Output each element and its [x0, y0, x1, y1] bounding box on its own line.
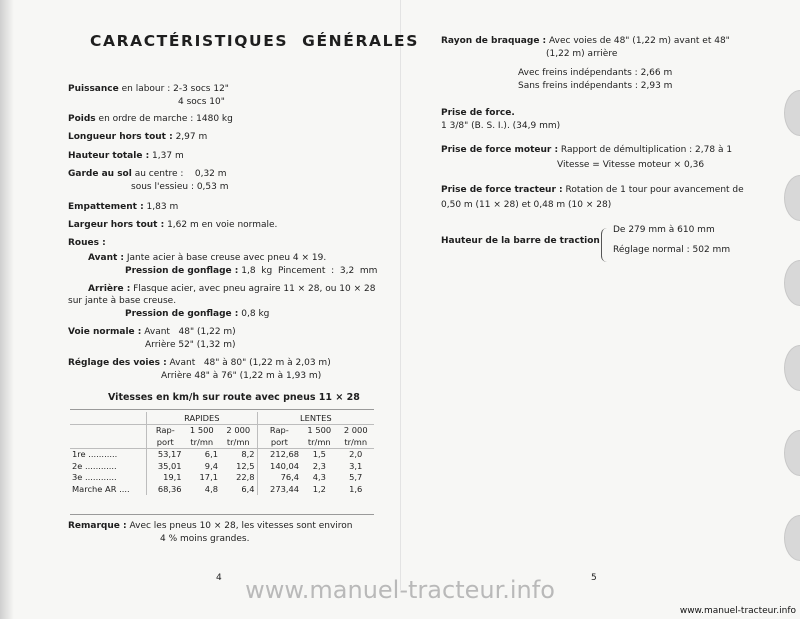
cell: 8,2: [220, 448, 257, 460]
table-group-header: [70, 412, 374, 424]
cell: 53,17: [147, 448, 184, 460]
spec-puissance-2: 4 socs 10": [178, 97, 225, 107]
cell: 22,8: [236, 472, 255, 483]
binding-hole: [784, 90, 800, 136]
title-part-1: CARACTÉRISTIQUES: [90, 32, 289, 50]
spec-garde: Garde au sol au centre : 0,32 m: [68, 169, 227, 179]
page-gutter: [400, 0, 401, 590]
spec-reglage: Réglage des voies : Avant 48" à 80" (1,22 m à 2,03 m): [68, 358, 331, 368]
table-col-header-2: [70, 436, 374, 448]
gear-label: Marche AR ....: [72, 483, 130, 494]
col-lentes-2000: 2 000: [338, 424, 375, 436]
col-rapides-rapport-2: port: [147, 436, 184, 448]
cell: 76,4: [257, 472, 301, 484]
cell: 212,68: [257, 448, 301, 460]
title-part-2: GÉNÉRALES: [302, 32, 420, 50]
cell: 5,7: [349, 472, 363, 483]
col-lentes-rapport: Rap-: [257, 424, 301, 436]
cell: 2,3: [312, 460, 326, 471]
col-lentes-unit: tr/mn: [344, 436, 368, 447]
table-bottom-rule: [70, 514, 374, 515]
spec-pdf-label: Prise de force.: [441, 108, 515, 118]
spec-arriere-pression: Pression de gonflage : 0,8 kg: [125, 309, 270, 319]
spec-garde-2: sous l'essieu : 0,53 m: [131, 182, 229, 192]
cell: 1,2: [312, 483, 326, 494]
col-rapides-2000: 2 000: [220, 424, 257, 436]
table-col-header-1: [70, 424, 374, 436]
spec-traction-1: De 279 mm à 610 mm: [613, 225, 715, 235]
binding-hole: [784, 175, 800, 221]
cell: 6,4: [241, 483, 255, 494]
spec-poids: Poids en ordre de marche : 1480 kg: [68, 114, 233, 124]
page-number-right: 5: [591, 573, 597, 583]
watermark: www.manuel-tracteur.info: [245, 576, 555, 604]
spec-puissance: Puissance en labour : 2-3 socs 12": [68, 84, 229, 94]
spec-rayon-freins-2: Sans freins indépendants : 2,93 m: [518, 81, 673, 91]
cell: 6,1: [184, 448, 220, 460]
group-rapides: RAPIDES: [147, 412, 258, 424]
col-lentes-unit: tr/mn: [307, 436, 331, 447]
spec-pdf-tracteur: Prise de force tracteur : Rotation de 1 tour pour avancement de: [441, 185, 744, 195]
gear-label: 2e ............: [72, 460, 117, 471]
cell: 2,0: [338, 448, 375, 460]
spec-arriere: Arrière : Flasque acier, avec pneu agraire 11 × 28, ou 10 × 28: [88, 284, 376, 294]
cell: 4,8: [204, 483, 218, 494]
spec-voie: Voie normale : Avant 48" (1,22 m): [68, 327, 236, 337]
spec-empattement: Empattement : 1,83 m: [68, 202, 179, 212]
gear-label: 3e ............: [72, 472, 117, 483]
spec-arriere-2: sur jante à base creuse.: [68, 296, 177, 306]
cell: 1,6: [349, 483, 363, 494]
table-row: [70, 483, 374, 495]
col-rapides-unit: tr/mn: [226, 436, 250, 447]
cell: 1,5: [301, 448, 337, 460]
page-title: [90, 32, 419, 50]
spec-reglage-2: Arrière 48" à 76" (1,22 m à 1,93 m): [161, 371, 322, 381]
cell: 68,36: [147, 483, 184, 495]
cell: 35,01: [147, 460, 184, 472]
spec-voie-2: Arrière 52" (1,32 m): [145, 340, 236, 350]
binding-hole: [784, 345, 800, 391]
table-row: [70, 460, 374, 472]
spec-roues: Roues :: [68, 238, 106, 248]
spec-pdf-text: 1 3/8" (B. S. I.). (34,9 mm): [441, 121, 561, 131]
spec-avant-pression: Pression de gonflage : 1,8 kg Pincement : 3,2 mm: [125, 266, 378, 276]
cell: 12,5: [236, 460, 255, 471]
col-rapides-unit: tr/mn: [190, 436, 214, 447]
cell: 17,1: [199, 472, 218, 483]
table-row: [70, 448, 374, 460]
page-number-left: 4: [216, 573, 222, 583]
spec-rayon-2: (1,22 m) arrière: [546, 49, 618, 59]
binding-hole: [784, 260, 800, 306]
spec-rayon: Rayon de braquage : Avec voies de 48" (1,22 m) avant et 48": [441, 36, 730, 46]
page-edge-shadow: [0, 0, 14, 619]
cell: 140,04: [257, 460, 301, 472]
cell: 3,1: [349, 460, 363, 471]
spec-longueur: Longueur hors tout : 2,97 m: [68, 132, 208, 142]
cell: 4,3: [312, 472, 326, 483]
col-rapides-1500: 1 500: [184, 424, 220, 436]
spec-pdf-moteur: Prise de force moteur : Rapport de démultiplication : 2,78 à 1: [441, 145, 733, 155]
spec-hauteur: Hauteur totale : 1,37 m: [68, 151, 184, 161]
remarque-2: 4 % moins grandes.: [160, 534, 250, 544]
watermark-small: www.manuel-tracteur.info: [679, 606, 796, 616]
binding-hole: [784, 515, 800, 561]
spec-pdf-moteur-2: Vitesse = Vitesse moteur × 0,36: [557, 160, 705, 170]
table-row: [70, 472, 374, 484]
cell: 9,4: [204, 460, 218, 471]
binding-hole: [784, 430, 800, 476]
cell: 273,44: [257, 483, 301, 495]
speed-table: [70, 412, 374, 495]
col-rapides-rapport: Rap-: [147, 424, 184, 436]
spec-traction-2: Réglage normal : 502 mm: [613, 245, 731, 255]
brace-bracket: [601, 228, 608, 262]
table-top-rule: [70, 409, 374, 410]
group-lentes: LENTES: [257, 412, 374, 424]
cell: 19,1: [147, 472, 184, 484]
gear-label: 1re ...........: [70, 448, 147, 460]
col-lentes-rapport-2: port: [257, 436, 301, 448]
remarque: Remarque : Avec les pneus 10 × 28, les vitesses sont environ: [68, 521, 353, 531]
spec-pdf-tracteur-2: 0,50 m (11 × 28) et 0,48 m (10 × 28): [441, 200, 612, 210]
col-lentes-1500: 1 500: [301, 424, 337, 436]
spec-rayon-freins-1: Avec freins indépendants : 2,66 m: [518, 68, 673, 78]
spec-largeur: Largeur hors tout : 1,62 m en voie normale.: [68, 220, 278, 230]
spec-traction-label: Hauteur de la barre de traction: [441, 236, 600, 246]
speed-table-caption: Vitesses en km/h sur route avec pneus 11 × 28: [108, 392, 360, 403]
spec-avant: Avant : Jante acier à base creuse avec pneu 4 × 19.: [88, 253, 327, 263]
